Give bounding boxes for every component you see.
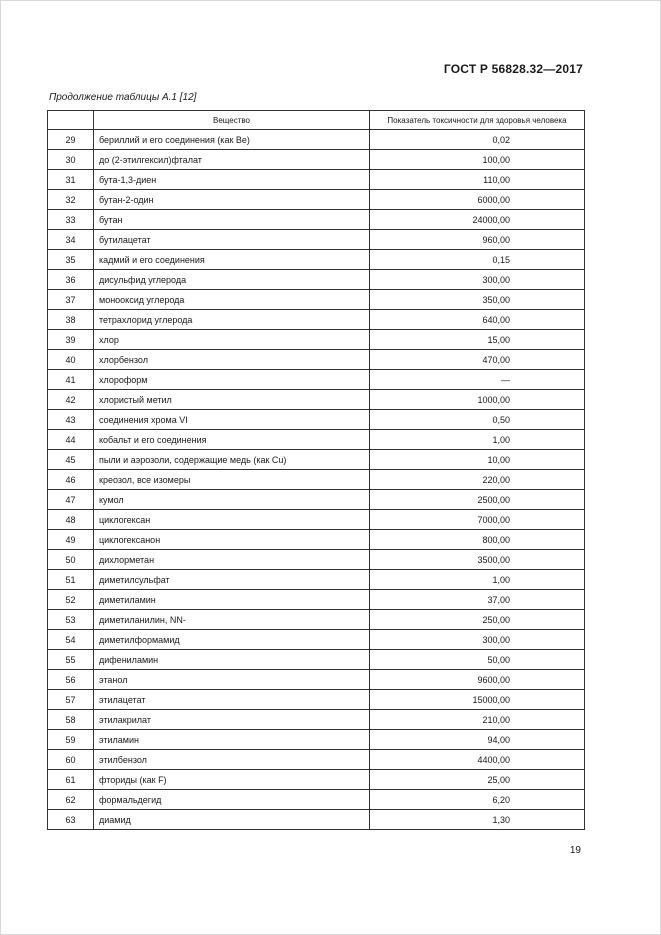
table-row (48, 470, 585, 490)
substance-name: до (2-этилгексил)фталат (94, 150, 370, 170)
row-number: 52 (48, 590, 94, 610)
toxicity-value: 6,20 (370, 790, 585, 810)
row-number: 33 (48, 210, 94, 230)
toxicity-value: 0,02 (370, 130, 585, 150)
row-number: 42 (48, 390, 94, 410)
row-number: 48 (48, 510, 94, 530)
row-number: 29 (48, 130, 94, 150)
row-number: 61 (48, 770, 94, 790)
substance-name: диметиланилин, NN- (94, 610, 370, 630)
table-row (48, 250, 585, 270)
substance-name: хлористый метил (94, 390, 370, 410)
toxicity-value: 10,00 (370, 450, 585, 470)
column-header-number (48, 111, 94, 130)
substance-name: этилбензол (94, 750, 370, 770)
table-row (48, 350, 585, 370)
substance-name: кадмий и его соединения (94, 250, 370, 270)
table-row (48, 410, 585, 430)
column-header-toxicity: Показатель токсичности для здоровья человека (370, 111, 585, 130)
toxicity-value: 300,00 (370, 270, 585, 290)
substance-name: креозол, все изомеры (94, 470, 370, 490)
toxicity-value: 250,00 (370, 610, 585, 630)
table-row (48, 590, 585, 610)
row-number: 58 (48, 710, 94, 730)
substance-name: этилацетат (94, 690, 370, 710)
table-row (48, 690, 585, 710)
toxicity-value: 50,00 (370, 650, 585, 670)
row-number: 50 (48, 550, 94, 570)
table-row (48, 130, 585, 150)
table-row (48, 770, 585, 790)
table-row (48, 270, 585, 290)
table-row (48, 490, 585, 510)
row-number: 51 (48, 570, 94, 590)
table-row (48, 750, 585, 770)
substance-name: формальдегид (94, 790, 370, 810)
table-row (48, 630, 585, 650)
toxicity-value: 25,00 (370, 770, 585, 790)
substance-name: диметилформамид (94, 630, 370, 650)
table-row (48, 530, 585, 550)
toxicity-value: 110,00 (370, 170, 585, 190)
row-number: 31 (48, 170, 94, 190)
row-number: 30 (48, 150, 94, 170)
document-code: ГОСТ Р 56828.32—2017 (443, 62, 583, 76)
row-number: 59 (48, 730, 94, 750)
table-row (48, 650, 585, 670)
substance-name: бериллий и его соединения (как Be) (94, 130, 370, 150)
substance-name: этилакрилат (94, 710, 370, 730)
substance-name: диамид (94, 810, 370, 830)
row-number: 34 (48, 230, 94, 250)
substance-name: бута-1,3-диен (94, 170, 370, 190)
toxicity-value: 1000,00 (370, 390, 585, 410)
table-row (48, 730, 585, 750)
row-number: 32 (48, 190, 94, 210)
toxicity-value: 300,00 (370, 630, 585, 650)
table-row (48, 170, 585, 190)
substance-name: бутилацетат (94, 230, 370, 250)
toxicity-value: 37,00 (370, 590, 585, 610)
row-number: 49 (48, 530, 94, 550)
table-row (48, 810, 585, 830)
row-number: 63 (48, 810, 94, 830)
table-row (48, 610, 585, 630)
substance-name: этиламин (94, 730, 370, 750)
substance-name: монооксид углерода (94, 290, 370, 310)
toxicity-value: 15000,00 (370, 690, 585, 710)
substance-name: дифениламин (94, 650, 370, 670)
toxicity-value: 350,00 (370, 290, 585, 310)
table-header-row (48, 111, 585, 130)
toxicity-value: 220,00 (370, 470, 585, 490)
toxicity-value: 800,00 (370, 530, 585, 550)
row-number: 40 (48, 350, 94, 370)
substance-name: хлороформ (94, 370, 370, 390)
row-number: 45 (48, 450, 94, 470)
substance-name: циклогексанон (94, 530, 370, 550)
substance-name: циклогексан (94, 510, 370, 530)
toxicity-value: 1,00 (370, 430, 585, 450)
table-row (48, 550, 585, 570)
toxicity-value: 0,15 (370, 250, 585, 270)
row-number: 53 (48, 610, 94, 630)
row-number: 39 (48, 330, 94, 350)
row-number: 46 (48, 470, 94, 490)
table-row (48, 290, 585, 310)
table-row (48, 390, 585, 410)
toxicity-table (47, 110, 585, 830)
substance-name: хлор (94, 330, 370, 350)
row-number: 35 (48, 250, 94, 270)
table-row (48, 190, 585, 210)
substance-name: хлорбензол (94, 350, 370, 370)
row-number: 60 (48, 750, 94, 770)
table-row (48, 330, 585, 350)
table-row (48, 210, 585, 230)
table-row (48, 150, 585, 170)
row-number: 55 (48, 650, 94, 670)
table-row (48, 230, 585, 250)
toxicity-value: 1,30 (370, 810, 585, 830)
substance-name: этанол (94, 670, 370, 690)
row-number: 62 (48, 790, 94, 810)
substance-name: диметилсульфат (94, 570, 370, 590)
toxicity-value: 0,50 (370, 410, 585, 430)
toxicity-value: 7000,00 (370, 510, 585, 530)
substance-name: фториды (как F) (94, 770, 370, 790)
substance-name: бутан (94, 210, 370, 230)
toxicity-value: 15,00 (370, 330, 585, 350)
toxicity-value: 100,00 (370, 150, 585, 170)
substance-name: дисульфид углерода (94, 270, 370, 290)
table-row (48, 430, 585, 450)
toxicity-value: 3500,00 (370, 550, 585, 570)
table-row (48, 310, 585, 330)
row-number: 37 (48, 290, 94, 310)
row-number: 36 (48, 270, 94, 290)
page-number: 19 (569, 845, 581, 856)
substance-name: кобальт и его соединения (94, 430, 370, 450)
toxicity-value: 2500,00 (370, 490, 585, 510)
row-number: 41 (48, 370, 94, 390)
substance-name: диметиламин (94, 590, 370, 610)
table-caption: Продолжение таблицы А.1 [12] (49, 92, 197, 103)
toxicity-value: 6000,00 (370, 190, 585, 210)
toxicity-value: 24000,00 (370, 210, 585, 230)
row-number: 56 (48, 670, 94, 690)
toxicity-value: 470,00 (370, 350, 585, 370)
table-row (48, 570, 585, 590)
row-number: 44 (48, 430, 94, 450)
substance-name: бутан-2-один (94, 190, 370, 210)
table-row (48, 710, 585, 730)
toxicity-value: 94,00 (370, 730, 585, 750)
row-number: 43 (48, 410, 94, 430)
toxicity-value: 640,00 (370, 310, 585, 330)
table-row (48, 370, 585, 390)
toxicity-value: 1,00 (370, 570, 585, 590)
table-row (48, 670, 585, 690)
table-row (48, 510, 585, 530)
toxicity-value: 9600,00 (370, 670, 585, 690)
table-row (48, 790, 585, 810)
substance-name: кумол (94, 490, 370, 510)
row-number: 57 (48, 690, 94, 710)
toxicity-value: 210,00 (370, 710, 585, 730)
substance-name: тетрахлорид углерода (94, 310, 370, 330)
column-header-substance: Вещество (94, 111, 370, 130)
substance-name: дихлорметан (94, 550, 370, 570)
substance-name: соединения хрома VI (94, 410, 370, 430)
row-number: 38 (48, 310, 94, 330)
substance-name: пыли и аэрозоли, содержащие медь (как Cu) (94, 450, 370, 470)
table-body (48, 130, 585, 830)
toxicity-value: 4400,00 (370, 750, 585, 770)
toxicity-value: — (370, 370, 585, 390)
row-number: 54 (48, 630, 94, 650)
table-row (48, 450, 585, 470)
toxicity-value: 960,00 (370, 230, 585, 250)
row-number: 47 (48, 490, 94, 510)
